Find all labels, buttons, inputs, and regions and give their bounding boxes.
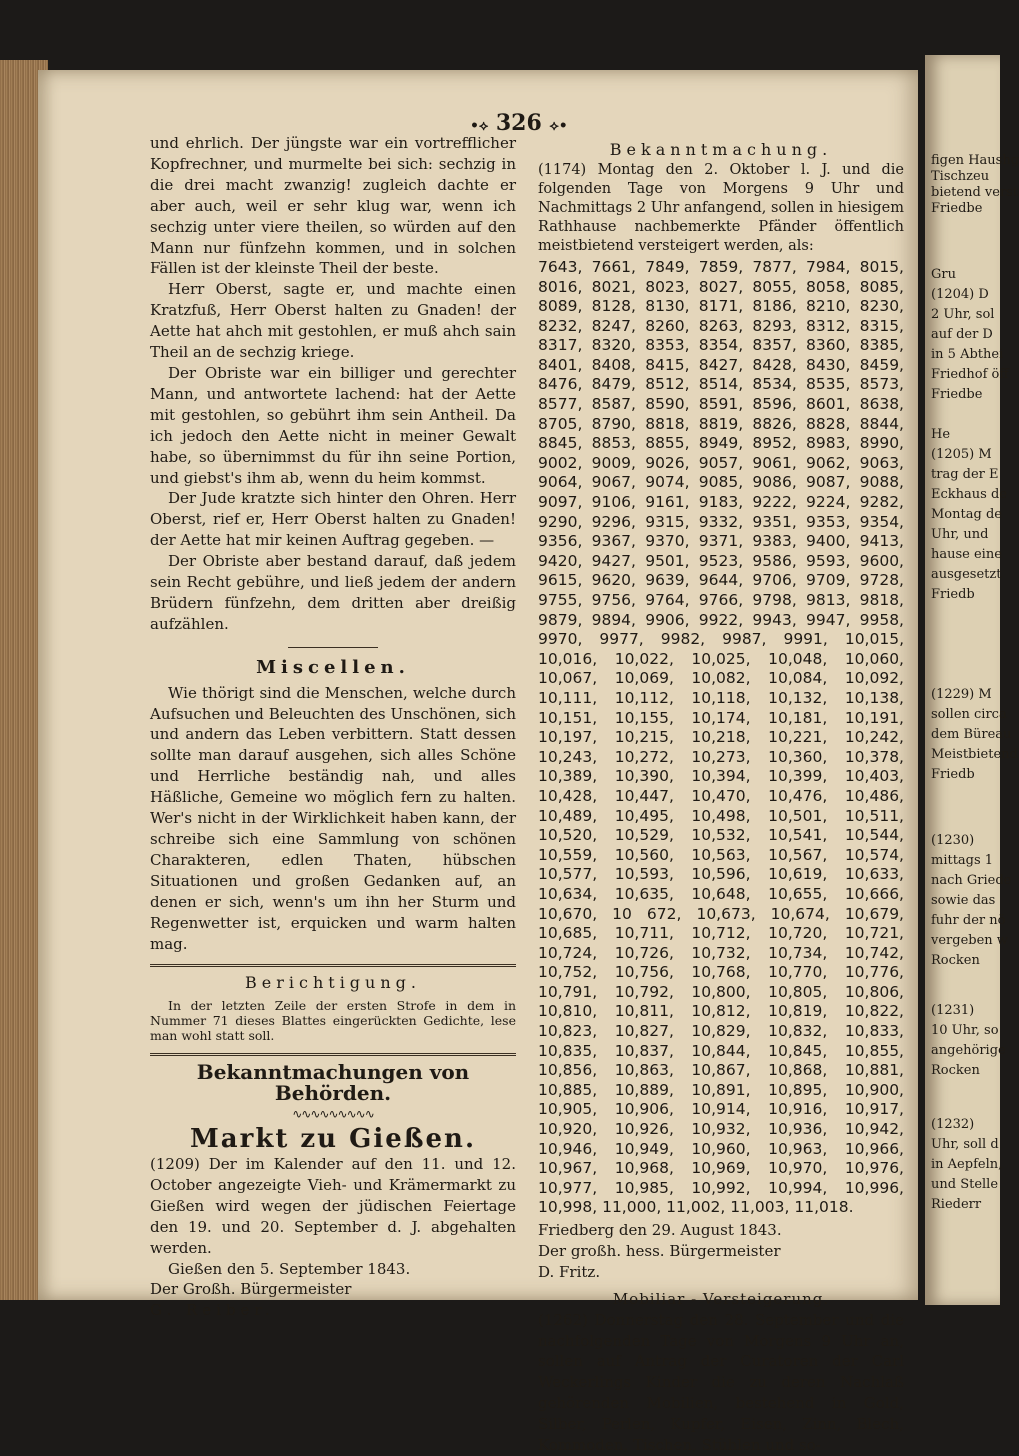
adjacent-fragment: in 5 Abthei — [931, 347, 1004, 362]
markt-signature-title: Der Großh. Bürgermeister — [150, 1280, 352, 1299]
wave-ornament: ∿∿∿∿∿∿∿∿∿ — [292, 1107, 374, 1122]
adjacent-fragment: Riederr — [931, 1197, 982, 1212]
adjacent-fragment: (1230) — [931, 833, 975, 848]
adjacent-fragment: Meistbietend — [931, 747, 1018, 762]
bekanntmachung-signature-title: Der großh. hess. Bürgermeister — [538, 1241, 781, 1260]
bekanntmachung-signature-name: D. Fritz. — [538, 1262, 601, 1281]
story-paragraph-2: Herr Oberst, sagte er, und machte einen Kratzfuß, Herr Oberst halten zu Gnaden! der Aette hat ahch mit gestohlen, er muß ahch sain Theil an de sechzig kriege. — [150, 280, 516, 362]
adjacent-fragment: auf der D — [931, 327, 993, 342]
adjacent-fragment: mittags 1 — [931, 853, 994, 868]
adjacent-fragment: und Stelle — [931, 1177, 999, 1192]
story-paragraph-3: Der Obriste war ein billiger und gerechter Mann, und antwortete lachend: hat der Aette mit gestohlen, so gebührt ihm sein Antheil. Da ich jedoch den Aette nicht in meiner Gewalt habe, so übernimmst du für ihn seine Portion, und giebst's ihm ab, wenn du heim kommst. — [150, 363, 516, 487]
left-column — [150, 133, 516, 1321]
story-paragraph-5: Der Obriste aber bestand darauf, daß jedem sein Recht gebühre, und ließ jedem der andern Brüdern fünfzehn, dem dritten aber dreißig aufzählen. — [150, 552, 516, 633]
markt-title: Markt zu Gießen. — [190, 1124, 476, 1155]
adjacent-fragment: Uhr, und — [931, 527, 989, 542]
adjacent-fragment: (1229) M — [931, 687, 992, 702]
adjacent-fragment: (1232) — [931, 1117, 975, 1132]
markt-text: (1209) Der im Kalender auf den 11. und 12. October angezeigte Vieh- und Krämermarkt zu Gießen wird wegen der jüdischen Feiertage den 19. und 20. September d. J. abgehalten werden. — [150, 1154, 516, 1257]
berichtigung-title: Berichtigung. — [245, 973, 421, 993]
bekanntmachung-intro: (1174) Montag den 2. Oktober l. J. und die folgenden Tage von Morgens 9 Uhr und Nachmittags 2 Uhr anfangend, sollen in hiesigem Rathhause nachbemerkte Pfänder öffentlich meistbietend versteigert werden, als: — [538, 161, 904, 254]
adjacent-fragment: Gru — [931, 267, 956, 282]
mobiliar-title: Mobiliar - Versteigerung. — [612, 1289, 830, 1308]
adjacent-fragment: angehörige — [931, 1043, 1006, 1058]
adjacent-fragment: Friedb — [931, 587, 975, 602]
miscellen-text: Wie thörigt sind die Menschen, welche durch Aufsuchen und Beleuchten des Unschönen, sich und andern das Leben verbittern. Statt dessen sollte man darauf ausgehen, sich alles Schöne und Herrliche beständig nah, und alles Häßliche, Gemeine wo möglich fern zu halten. Wer's nicht in der Wirklichkeit haben kann, der schreibe sich eine Sammlung von schönen Charakteren, edlen Thaten, hübschen Situationen und großen Gedanken auf, an denen er sich, wenn's um ihn her Sturm und Regenwetter ist, erquicken und warm halten mag. — [150, 683, 516, 953]
adjacent-fragment: 10 Uhr, so — [931, 1023, 999, 1038]
bekanntmachung-title: Bekanntmachung. — [609, 140, 833, 159]
berichtigung-text: In der letzten Zeile der ersten Strofe in dem in Nummer 71 dieses Blattes eingerückten Gedichte, lese man wohl statt soll. — [150, 998, 516, 1044]
adjacent-fragment: hause eine — [931, 547, 1002, 562]
adjacent-fragment: Friedb — [931, 767, 975, 782]
story-paragraph-1: und ehrlich. Der jüngste war ein vortrefflicher Kopfrechner, und murmelte bei sich: sechzig in die drei macht zwanzig! zugleich dachte er aber auch, weil er sehr klug war, wenn ich sechzig unter viere theilen, so würden auf den Mann nur fünfzehn kommen, und in solchen Fällen ist der kleinste Theil der beste. — [150, 134, 516, 278]
story-paragraph-4: Der Jude kratzte sich hinter den Ohren. Herr Oberst, rief er, Herr Oberst halten zu Gnaden! der Aette hat mir keinen Auftrag gegeben. — — [150, 489, 516, 550]
adjacent-fragment: Friedhof öff — [931, 367, 1009, 382]
page-number-text: 326 — [495, 110, 542, 136]
behoerden-heading: Bekanntmachungen von Behörden. — [196, 1060, 470, 1106]
adjacent-fragment: dem Büreau — [931, 727, 1012, 742]
adjacent-fragment: (1231) — [931, 1003, 975, 1018]
section-divider — [288, 647, 378, 648]
adjacent-fragment: figen Haushg — [931, 153, 1019, 168]
markt-signature-name: G. Reiber. — [150, 1301, 275, 1320]
adjacent-fragment: He — [931, 427, 951, 442]
adjacent-fragment: Uhr, soll d — [931, 1137, 999, 1152]
adjacent-fragment: (1205) M — [931, 447, 992, 462]
adjacent-fragment: Rocken — [931, 1063, 980, 1078]
adjacent-fragment: Rocken — [931, 953, 980, 968]
adjacent-fragment: Tischzeu — [931, 169, 990, 184]
adjacent-fragment: bietend verst — [931, 185, 1019, 200]
markt-place-date: Gießen den 5. September 1843. — [168, 1259, 411, 1278]
page-number-ornament-left: •⟡ — [470, 118, 489, 134]
mobiliar-text: (1262) Donnerstag den 28. September und die nachfolgenden Tage von Morgens 9 Uhr an, sollen auf Antrag der Curatoren der Carl Weckerlings Kinder die zu deren Nachlaß gehörenden Mobilien, bestehend in Gold, Silber, Perlen, Kupfer, Eisen, Zinn, Blech, Kommoden, Tischen, Stühlen und so- — [538, 1310, 904, 1455]
bekanntmachung-place-date: Friedberg den 29. August 1843. — [538, 1221, 782, 1239]
adjacent-fragment: nach Griede — [931, 873, 1012, 888]
adjacent-fragment: Friedbe — [931, 201, 983, 216]
right-column — [538, 140, 904, 1456]
adjacent-fragment: Eckhaus de — [931, 487, 1007, 502]
miscellen-title: Miscellen. — [256, 656, 410, 678]
adjacent-fragment: (1204) D — [931, 287, 989, 302]
pledge-number-list: 7643, 7661, 7849, 7859, 7877, 7984, 8015, 8016, 8021, 8023, 8027, 8055, 8058, 8085, 8089, 8128, 8130, 8171, 8186, 8210, 8230, 8232, 8247, 8260, 8263, 8293, 8312, 8315, 8317, 8320, 8353, 8354, 8357, 8360, 8385, 8401, 8408, 8415, 8427, 8428, 8430, 8459, 8476, 8479, 8512, 8514, 8534, 8535, 8573, 8577, 8587, 8590, 8591, 8596, 8601, 8638, 8705, 8790, 8818, 8819, 8826, 8828, 8844, 8845, 8853, 8855, 8949, 8952, 8983, 8990, 9002, 9009, 9026, 9057, 9061, 9062, 9063, 9064, 9067, 9074, 9085, 9086, 9087, 9088, 9097, 9106, 9161, 9183, 9222, 9224, 9282, 9290, 9296, 9315, 9332, 9351, 9353, 9354, 9356, 9367, 9370, 9371, 9383, 9400, 9413, 9420, 9427, 9501, 9523, 9586, 9593, 9600, 9615, 9620, 9639, 9644, 9706, 9709, 9728, 9755, 9756, 9764, 9766, 9798, 9813, 9818, 9879, 9894, 9906, 9922, 9943, 9947, 9958, 9970, 9977, 9982, 9987, 9991, 10,015, 10,016, 10,022, 10,025, 10,048, 10,060, 10,067, 10,069, 10,082, 10,084, 10,092, 10,111, 10,112, 10,118, 10,132, 10,138, 10,151, 10,155, 10,174, 10,181, 10,191, 10,197, 10,215, 10,218, 10,221, 10,242, 10,243, 10,272, 10,273, 10,360, 10,378, 10,389, 10,390, 10,394, 10,399, 10,403, 10,428, 10,447, 10,470, 10,476, 10,486, 10,489, 10,495, 10,498, 10,501, 10,511, 10,520, 10,529, 10,532, 10,541, 10,544, 10,559, 10,560, 10,563, 10,567, 10,574, 10,577, 10,593, 10,596, 10,619, 10,633, 10,634, 10,635, 10,648, 10,655, 10,666, 10,670, 10 672, 10,673, 10,674, 10,679, 10,685, 10,711, 10,712, 10,720, 10,721, 10,724, 10,726, 10,732, 10,734, 10,742, 10,752, 10,756, 10,768, 10,770, 10,776, 10,791, 10,792, 10,800, 10,805, 10,806, 10,810, 10,811, 10,812, 10,819, 10,822, 10,823, 10,827, 10,829, 10,832, 10,833, 10,835, 10,837, 10,844, 10,845, 10,855, 10,856, 10,863, 10,867, 10,868, 10,881, 10,885, 10,889, 10,891, 10,895, 10,900, 10,905, 10,906, 10,914, 10,916, 10,917, 10,920, 10,926, 10,932, 10,936, 10,942, 10,946, 10,949, 10,960, 10,963, 10,966, 10,967, 10,968, 10,969, 10,970, 10,976, 10,977, 10,985, 10,992, 10,994, 10,996, 10,998, 11,000, 11,002, 11,003, 11,018. — [538, 257, 904, 1217]
page-number-ornament-right: ⟡• — [549, 118, 568, 134]
adjacent-fragment: sollen circa — [931, 707, 1007, 722]
adjacent-fragment: trag der E — [931, 467, 999, 482]
adjacent-fragment: ausgesetzt — [931, 567, 1002, 582]
adjacent-fragment: Montag de — [931, 507, 1002, 522]
adjacent-fragment: 2 Uhr, sol — [931, 307, 995, 322]
adjacent-fragment: sowie das — [931, 893, 996, 908]
double-rule-1 — [150, 964, 516, 967]
double-rule-2 — [150, 1053, 516, 1056]
adjacent-fragment: Friedbe — [931, 387, 983, 402]
adjacent-page-sliver — [925, 55, 1019, 1305]
adjacent-fragment: fuhr der nö — [931, 913, 1006, 928]
adjacent-fragment: vergeben w — [931, 933, 1008, 948]
adjacent-fragment: in Aepfeln, — [931, 1157, 1003, 1172]
